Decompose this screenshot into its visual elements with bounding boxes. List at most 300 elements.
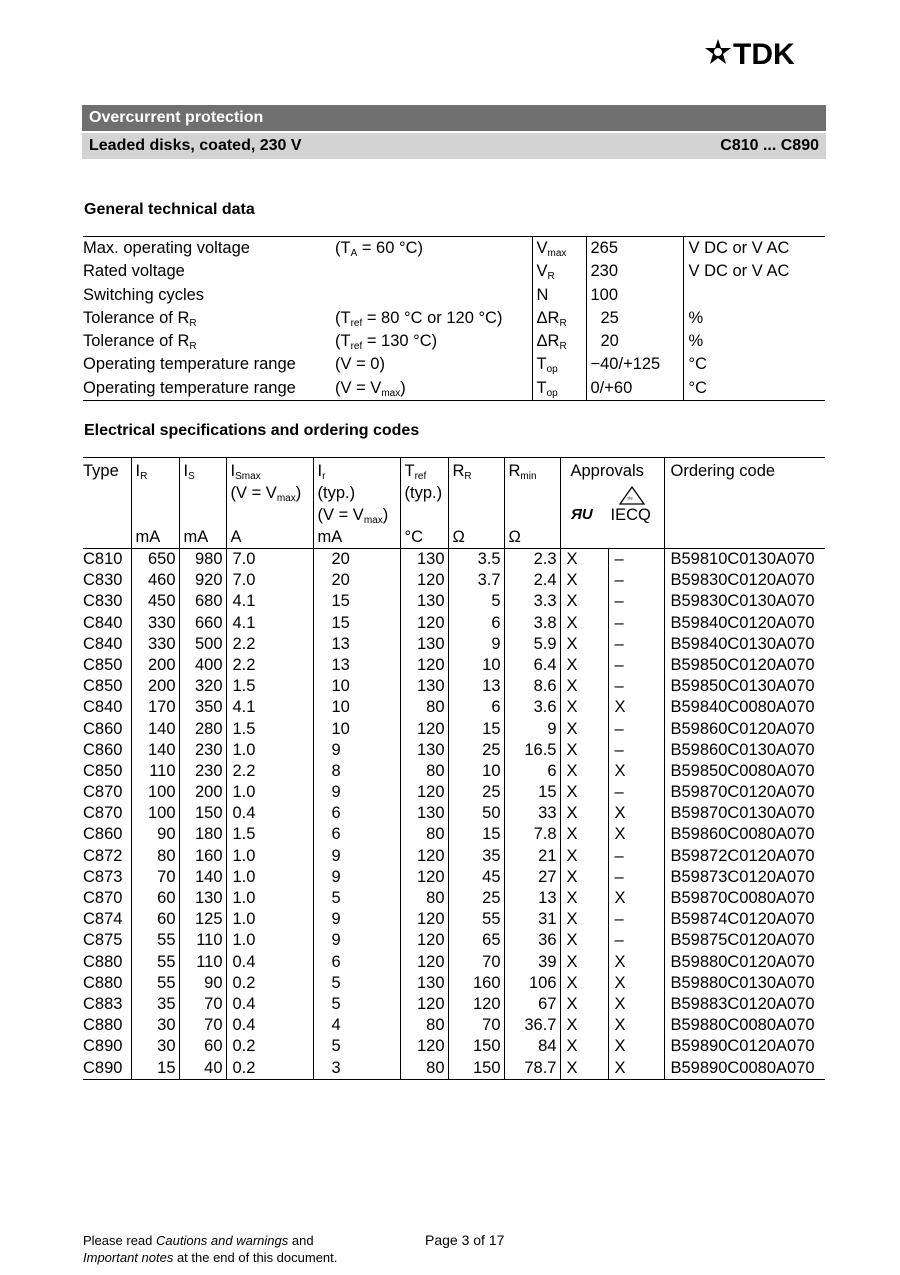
ir-typ-cell: 6 bbox=[313, 824, 400, 845]
rr-cell: 10 bbox=[448, 655, 504, 676]
param-cell: Operating temperature range bbox=[83, 378, 296, 397]
table-row bbox=[83, 719, 825, 740]
ordering-code-cell: B59830C0120A070 bbox=[664, 570, 825, 591]
rmin-cell: 6.4 bbox=[504, 655, 560, 676]
col-approvals: Approvals ЯU ᵓᵗᵉ IECQ bbox=[560, 458, 664, 549]
table-row bbox=[83, 740, 825, 761]
ul-approval-cell: X bbox=[560, 613, 608, 634]
type-cell: C874 bbox=[83, 910, 123, 929]
table-row bbox=[83, 655, 825, 676]
tref-cell: 130 bbox=[400, 803, 448, 824]
ismax-cell: 7.0 bbox=[226, 570, 313, 591]
rr-cell: 15 bbox=[448, 719, 504, 740]
ismax-cell: 1.0 bbox=[226, 867, 313, 888]
is-cell: 320 bbox=[179, 676, 226, 697]
ir-cell: 100 bbox=[131, 782, 179, 803]
ul-approval-cell: X bbox=[560, 867, 608, 888]
table-row bbox=[83, 867, 825, 888]
type-cell: C860 bbox=[83, 825, 123, 844]
ordering-code-cell: B59840C0080A070 bbox=[664, 697, 825, 718]
ir-typ-cell: 20 bbox=[313, 570, 400, 591]
ir-cell: 55 bbox=[131, 973, 179, 994]
ul-approval-cell: X bbox=[560, 740, 608, 761]
electrical-heading: Electrical specifications and ordering codes bbox=[84, 422, 420, 439]
ordering-code-cell: B59850C0080A070 bbox=[664, 761, 825, 782]
ordering-code-cell: B59860C0130A070 bbox=[664, 740, 825, 761]
col-tref: $T_{ref}$ (typ.) °C bbox=[400, 458, 448, 549]
table-row bbox=[83, 634, 825, 655]
rr-cell: 160 bbox=[448, 973, 504, 994]
general-row bbox=[83, 330, 825, 353]
is-cell: 400 bbox=[179, 655, 226, 676]
ir-typ-cell: 8 bbox=[313, 761, 400, 782]
type-cell: C880 bbox=[83, 1016, 123, 1035]
table-row bbox=[83, 952, 825, 973]
is-cell: 280 bbox=[179, 719, 226, 740]
ir-cell: 80 bbox=[131, 846, 179, 867]
is-cell: 140 bbox=[179, 867, 226, 888]
iecq-approval-cell: – bbox=[608, 549, 664, 571]
type-cell: C850 bbox=[83, 655, 123, 674]
table-row bbox=[83, 888, 825, 909]
rr-cell: 70 bbox=[448, 952, 504, 973]
iecq-approval-cell: – bbox=[608, 591, 664, 612]
symbol-cell: $T_{op}$ bbox=[532, 377, 586, 401]
ir-cell: 60 bbox=[131, 888, 179, 909]
table-row bbox=[83, 613, 825, 634]
symbol-cell: $T_{op}$ bbox=[532, 353, 586, 376]
is-cell: 90 bbox=[179, 973, 226, 994]
table-row bbox=[83, 803, 825, 824]
type-cell: C870 bbox=[83, 889, 123, 907]
unit-cell bbox=[683, 284, 825, 307]
rmin-cell: 16.5 bbox=[504, 740, 560, 761]
rr-cell: 55 bbox=[448, 909, 504, 930]
rmin-cell: 21 bbox=[504, 846, 560, 867]
type-cell: C870 bbox=[83, 783, 123, 802]
iecq-approval-cell: X bbox=[608, 952, 664, 973]
tref-cell: 80 bbox=[400, 1058, 448, 1080]
ir-typ-cell: 9 bbox=[313, 867, 400, 888]
rr-cell: 120 bbox=[448, 994, 504, 1015]
is-cell: 500 bbox=[179, 634, 226, 655]
ul-approval-cell: X bbox=[560, 1036, 608, 1057]
ismax-cell: 1.0 bbox=[226, 846, 313, 867]
param-cell: Operating temperature range bbox=[83, 355, 296, 374]
ir-cell: 170 bbox=[131, 697, 179, 718]
table-row bbox=[83, 591, 825, 612]
type-cell: C850 bbox=[83, 677, 123, 696]
is-cell: 60 bbox=[179, 1036, 226, 1057]
general-data-table bbox=[83, 236, 825, 401]
tref-cell: 120 bbox=[400, 930, 448, 951]
iecq-approval-cell: X bbox=[608, 1058, 664, 1080]
is-cell: 160 bbox=[179, 846, 226, 867]
ul-approval-cell: X bbox=[560, 888, 608, 909]
condition-cell: ($T_{ref} = 130$ °C) bbox=[335, 332, 438, 353]
is-cell: 660 bbox=[179, 613, 226, 634]
symbol-cell: $V_R$ bbox=[532, 260, 586, 283]
iecq-approval-cell: X bbox=[608, 973, 664, 994]
is-cell: 130 bbox=[179, 888, 226, 909]
tref-cell: 120 bbox=[400, 909, 448, 930]
rmin-cell: 27 bbox=[504, 867, 560, 888]
iecq-approval-cell: X bbox=[608, 994, 664, 1015]
table-row bbox=[83, 973, 825, 994]
table-header-row bbox=[83, 458, 825, 549]
condition-cell bbox=[335, 284, 532, 307]
unit-cell: V DC or V AC bbox=[683, 260, 825, 283]
ul-approval-cell: X bbox=[560, 1058, 608, 1080]
unit-cell: °C bbox=[683, 353, 825, 376]
rr-cell: 70 bbox=[448, 1015, 504, 1036]
ul-approval-cell: X bbox=[560, 697, 608, 718]
iecq-approval-cell: X bbox=[608, 803, 664, 824]
ir-cell: 30 bbox=[131, 1036, 179, 1057]
rmin-cell: 15 bbox=[504, 782, 560, 803]
tdk-logo bbox=[704, 38, 826, 68]
ir-typ-cell: 9 bbox=[313, 740, 400, 761]
is-cell: 110 bbox=[179, 930, 226, 951]
table-row bbox=[83, 697, 825, 718]
ismax-cell: 1.0 bbox=[226, 909, 313, 930]
iecq-approval-cell: – bbox=[608, 867, 664, 888]
condition-cell: $(V = V_{max})$ bbox=[335, 378, 406, 399]
ordering-code-cell: B59860C0120A070 bbox=[664, 719, 825, 740]
ismax-cell: 1.0 bbox=[226, 782, 313, 803]
tref-cell: 130 bbox=[400, 740, 448, 761]
is-cell: 180 bbox=[179, 824, 226, 845]
iecq-approval-cell: – bbox=[608, 655, 664, 676]
condition-cell bbox=[335, 260, 532, 283]
rr-cell: 13 bbox=[448, 676, 504, 697]
section-title: Overcurrent protection bbox=[82, 105, 826, 131]
iecq-approval-cell: – bbox=[608, 909, 664, 930]
col-ordering-code: Ordering code bbox=[664, 458, 825, 549]
type-cell: C880 bbox=[83, 952, 123, 971]
rr-cell: 15 bbox=[448, 824, 504, 845]
rr-cell: 9 bbox=[448, 634, 504, 655]
rmin-cell: 2.4 bbox=[504, 570, 560, 591]
tref-cell: 120 bbox=[400, 994, 448, 1015]
rmin-cell: 84 bbox=[504, 1036, 560, 1057]
ordering-code-cell: B59873C0120A070 bbox=[664, 867, 825, 888]
ismax-cell: 0.4 bbox=[226, 994, 313, 1015]
rr-cell: 25 bbox=[448, 782, 504, 803]
rmin-cell: 106 bbox=[504, 973, 560, 994]
table-row bbox=[83, 570, 825, 591]
ordering-code-cell: B59890C0080A070 bbox=[664, 1058, 825, 1080]
ir-typ-cell: 5 bbox=[313, 994, 400, 1015]
ir-cell: 35 bbox=[131, 994, 179, 1015]
tref-cell: 80 bbox=[400, 697, 448, 718]
ordering-code-cell: B59883C0120A070 bbox=[664, 994, 825, 1015]
iecq-approval-cell: – bbox=[608, 676, 664, 697]
ismax-cell: 1.0 bbox=[226, 740, 313, 761]
tref-cell: 120 bbox=[400, 846, 448, 867]
value-cell: 25 bbox=[586, 307, 683, 330]
ismax-cell: 0.2 bbox=[226, 1036, 313, 1057]
tref-cell: 120 bbox=[400, 1036, 448, 1057]
rmin-cell: 36.7 bbox=[504, 1015, 560, 1036]
ismax-cell: 1.0 bbox=[226, 930, 313, 951]
ordering-code-cell: B59840C0130A070 bbox=[664, 634, 825, 655]
ul-approval-cell: X bbox=[560, 676, 608, 697]
type-cell: C830 bbox=[83, 592, 123, 611]
ul-approval-cell: X bbox=[560, 952, 608, 973]
tref-cell: 80 bbox=[400, 761, 448, 782]
type-cell: C870 bbox=[83, 804, 123, 823]
ul-approval-cell: X bbox=[560, 761, 608, 782]
iecq-approval-cell: X bbox=[608, 761, 664, 782]
symbol-cell: $V_{max}$ bbox=[532, 237, 586, 261]
ir-cell: 450 bbox=[131, 591, 179, 612]
ir-typ-cell: 5 bbox=[313, 888, 400, 909]
ordering-code-cell: B59850C0130A070 bbox=[664, 676, 825, 697]
rmin-cell: 31 bbox=[504, 909, 560, 930]
ir-cell: 140 bbox=[131, 719, 179, 740]
type-cell: C872 bbox=[83, 846, 123, 865]
rmin-cell: 8.6 bbox=[504, 676, 560, 697]
type-cell: C840 bbox=[83, 634, 123, 653]
ismax-cell: 4.1 bbox=[226, 591, 313, 612]
ul-approval-cell: X bbox=[560, 655, 608, 676]
table-row bbox=[83, 846, 825, 867]
ir-typ-cell: 9 bbox=[313, 846, 400, 867]
ordering-code-cell: B59872C0120A070 bbox=[664, 846, 825, 867]
type-cell: C883 bbox=[83, 994, 123, 1013]
ul-approval-cell: X bbox=[560, 846, 608, 867]
rr-cell: 3.5 bbox=[448, 549, 504, 571]
product-subtitle bbox=[82, 133, 826, 159]
ismax-cell: 1.0 bbox=[226, 888, 313, 909]
ir-cell: 55 bbox=[131, 930, 179, 951]
rr-cell: 25 bbox=[448, 740, 504, 761]
ir-cell: 15 bbox=[131, 1058, 179, 1080]
is-cell: 70 bbox=[179, 1015, 226, 1036]
ir-typ-cell: 5 bbox=[313, 1036, 400, 1057]
ismax-cell: 1.5 bbox=[226, 676, 313, 697]
rmin-cell: 13 bbox=[504, 888, 560, 909]
ir-cell: 140 bbox=[131, 740, 179, 761]
rmin-cell: 67 bbox=[504, 994, 560, 1015]
tref-cell: 130 bbox=[400, 973, 448, 994]
is-cell: 230 bbox=[179, 761, 226, 782]
ir-cell: 650 bbox=[131, 549, 179, 571]
ordering-code-cell: B59874C0120A070 bbox=[664, 909, 825, 930]
rr-cell: 5 bbox=[448, 591, 504, 612]
is-cell: 70 bbox=[179, 994, 226, 1015]
svg-text:ЯU: ЯU bbox=[570, 506, 593, 521]
tref-cell: 120 bbox=[400, 613, 448, 634]
ir-typ-cell: 10 bbox=[313, 719, 400, 740]
ir-typ-cell: 9 bbox=[313, 930, 400, 951]
iecq-approval-cell: – bbox=[608, 930, 664, 951]
is-cell: 40 bbox=[179, 1058, 226, 1080]
param-cell: Tolerance of $R_R$ bbox=[83, 332, 197, 353]
ul-approval-cell: X bbox=[560, 634, 608, 655]
ismax-cell: 0.4 bbox=[226, 952, 313, 973]
iecq-approval-cell: X bbox=[608, 824, 664, 845]
electrical-specs-table bbox=[83, 457, 825, 1080]
param-cell: Tolerance of $R_R$ bbox=[83, 308, 197, 329]
ir-typ-cell: 10 bbox=[313, 676, 400, 697]
col-ismax: $I_{Smax}$ $(V = V_{max})$ A bbox=[226, 458, 313, 549]
rmin-cell: 39 bbox=[504, 952, 560, 973]
table-row bbox=[83, 1036, 825, 1057]
value-cell: 0/+60 bbox=[586, 377, 683, 401]
tref-cell: 80 bbox=[400, 824, 448, 845]
ismax-cell: 4.1 bbox=[226, 697, 313, 718]
type-cell: C890 bbox=[83, 1058, 123, 1077]
tref-cell: 130 bbox=[400, 676, 448, 697]
rr-cell: 10 bbox=[448, 761, 504, 782]
approval-icons bbox=[571, 482, 664, 526]
ir-cell: 330 bbox=[131, 634, 179, 655]
condition-cell: ($T_A = 60$ °C) bbox=[335, 239, 424, 259]
cautions-link[interactable]: Cautions and warnings bbox=[156, 1233, 289, 1248]
general-row bbox=[83, 377, 825, 401]
general-row bbox=[83, 237, 825, 261]
iecq-approval-cell: – bbox=[608, 846, 664, 867]
rr-cell: 25 bbox=[448, 888, 504, 909]
tref-cell: 130 bbox=[400, 549, 448, 571]
rmin-cell: 3.6 bbox=[504, 697, 560, 718]
page-number: Page 3 of 17 bbox=[425, 1232, 505, 1248]
is-cell: 110 bbox=[179, 952, 226, 973]
type-cell: C810 bbox=[83, 550, 123, 568]
symbol-cell: $\Delta R_R$ bbox=[532, 307, 586, 330]
ordering-code-cell: B59810C0130A070 bbox=[664, 549, 825, 571]
table-row bbox=[83, 994, 825, 1015]
tref-cell: 80 bbox=[400, 1015, 448, 1036]
param-cell: Rated voltage bbox=[83, 262, 185, 281]
col-is: $I_S$ mA bbox=[179, 458, 226, 549]
ir-typ-cell: 15 bbox=[313, 591, 400, 612]
ir-cell: 200 bbox=[131, 655, 179, 676]
ul-mark-icon bbox=[571, 505, 597, 521]
ir-typ-cell: 6 bbox=[313, 803, 400, 824]
param-cell: Max. operating voltage bbox=[83, 239, 250, 257]
is-cell: 350 bbox=[179, 697, 226, 718]
type-cell: C890 bbox=[83, 1037, 123, 1056]
ul-approval-cell: X bbox=[560, 1015, 608, 1036]
ir-typ-cell: 13 bbox=[313, 655, 400, 676]
value-cell: 20 bbox=[586, 330, 683, 353]
iecq-approval-cell: X bbox=[608, 1036, 664, 1057]
subtitle-text: Leaded disks, coated, 230 V bbox=[89, 137, 302, 154]
type-cell: C840 bbox=[83, 698, 123, 717]
ismax-cell: 0.4 bbox=[226, 803, 313, 824]
type-cell: C860 bbox=[83, 719, 123, 738]
tref-cell: 130 bbox=[400, 634, 448, 655]
rr-cell: 35 bbox=[448, 846, 504, 867]
rr-cell: 50 bbox=[448, 803, 504, 824]
type-cell: C840 bbox=[83, 613, 123, 632]
table-row bbox=[83, 549, 825, 571]
ir-cell: 200 bbox=[131, 676, 179, 697]
value-cell: 230 bbox=[586, 260, 683, 283]
symbol-cell: N bbox=[532, 284, 586, 307]
ismax-cell: 1.5 bbox=[226, 719, 313, 740]
value-cell: −40/+125 bbox=[586, 353, 683, 376]
ir-cell: 90 bbox=[131, 824, 179, 845]
tref-cell: 120 bbox=[400, 867, 448, 888]
rmin-cell: 5.9 bbox=[504, 634, 560, 655]
ir-typ-cell: 10 bbox=[313, 697, 400, 718]
general-row bbox=[83, 353, 825, 376]
param-cell: Switching cycles bbox=[83, 285, 205, 304]
table-row bbox=[83, 824, 825, 845]
important-notes-link[interactable]: Important notes bbox=[83, 1250, 174, 1265]
ordering-code-cell: B59870C0080A070 bbox=[664, 888, 825, 909]
iecq-approval-cell: – bbox=[608, 740, 664, 761]
condition-cell: ($T_{ref} = 80$ °C or 120 °C) bbox=[335, 308, 503, 329]
iecq-approval-cell: X bbox=[608, 888, 664, 909]
ul-approval-cell: X bbox=[560, 803, 608, 824]
rmin-cell: 36 bbox=[504, 930, 560, 951]
iecq-label: IECQ bbox=[610, 506, 651, 524]
rr-cell: 150 bbox=[448, 1058, 504, 1080]
ir-cell: 460 bbox=[131, 570, 179, 591]
ul-approval-cell: X bbox=[560, 782, 608, 803]
value-cell: 265 bbox=[586, 237, 683, 261]
table-row bbox=[83, 676, 825, 697]
type-cell: C880 bbox=[83, 973, 123, 992]
footer-note: Please read Cautions and warnings and Important notes at the end of this document. bbox=[83, 1233, 338, 1265]
is-cell: 150 bbox=[179, 803, 226, 824]
rmin-cell: 6 bbox=[504, 761, 560, 782]
col-rr: $R_R$ Ω bbox=[448, 458, 504, 549]
tref-cell: 120 bbox=[400, 782, 448, 803]
iecq-approval-cell: X bbox=[608, 697, 664, 718]
iecq-mark-icon bbox=[619, 486, 645, 506]
ul-approval-cell: X bbox=[560, 824, 608, 845]
is-cell: 230 bbox=[179, 740, 226, 761]
ir-cell: 55 bbox=[131, 952, 179, 973]
ordering-code-cell: B59890C0120A070 bbox=[664, 1036, 825, 1057]
rmin-cell: 7.8 bbox=[504, 824, 560, 845]
col-ir: $I_R$ mA bbox=[131, 458, 179, 549]
general-row bbox=[83, 260, 825, 283]
iecq-approval-cell: X bbox=[608, 1015, 664, 1036]
ul-approval-cell: X bbox=[560, 994, 608, 1015]
ismax-cell: 7.0 bbox=[226, 549, 313, 571]
unit-cell: °C bbox=[683, 377, 825, 401]
ordering-code-cell: B59880C0080A070 bbox=[664, 1015, 825, 1036]
ir-typ-cell: 15 bbox=[313, 613, 400, 634]
tref-cell: 80 bbox=[400, 888, 448, 909]
ul-approval-cell: X bbox=[560, 973, 608, 994]
ismax-cell: 0.2 bbox=[226, 973, 313, 994]
type-cell: C850 bbox=[83, 761, 123, 780]
tref-cell: 130 bbox=[400, 591, 448, 612]
unit-cell: % bbox=[683, 330, 825, 353]
rmin-cell: 3.3 bbox=[504, 591, 560, 612]
tref-cell: 120 bbox=[400, 655, 448, 676]
rr-cell: 45 bbox=[448, 867, 504, 888]
ul-approval-cell: X bbox=[560, 570, 608, 591]
table-row bbox=[83, 930, 825, 951]
type-cell: C830 bbox=[83, 571, 123, 590]
symbol-cell: $\Delta R_R$ bbox=[532, 330, 586, 353]
tdk-emblem-icon bbox=[705, 39, 731, 64]
ir-cell: 100 bbox=[131, 803, 179, 824]
general-row bbox=[83, 307, 825, 330]
ul-approval-cell: X bbox=[560, 930, 608, 951]
ismax-cell: 2.2 bbox=[226, 655, 313, 676]
ir-typ-cell: 9 bbox=[313, 782, 400, 803]
